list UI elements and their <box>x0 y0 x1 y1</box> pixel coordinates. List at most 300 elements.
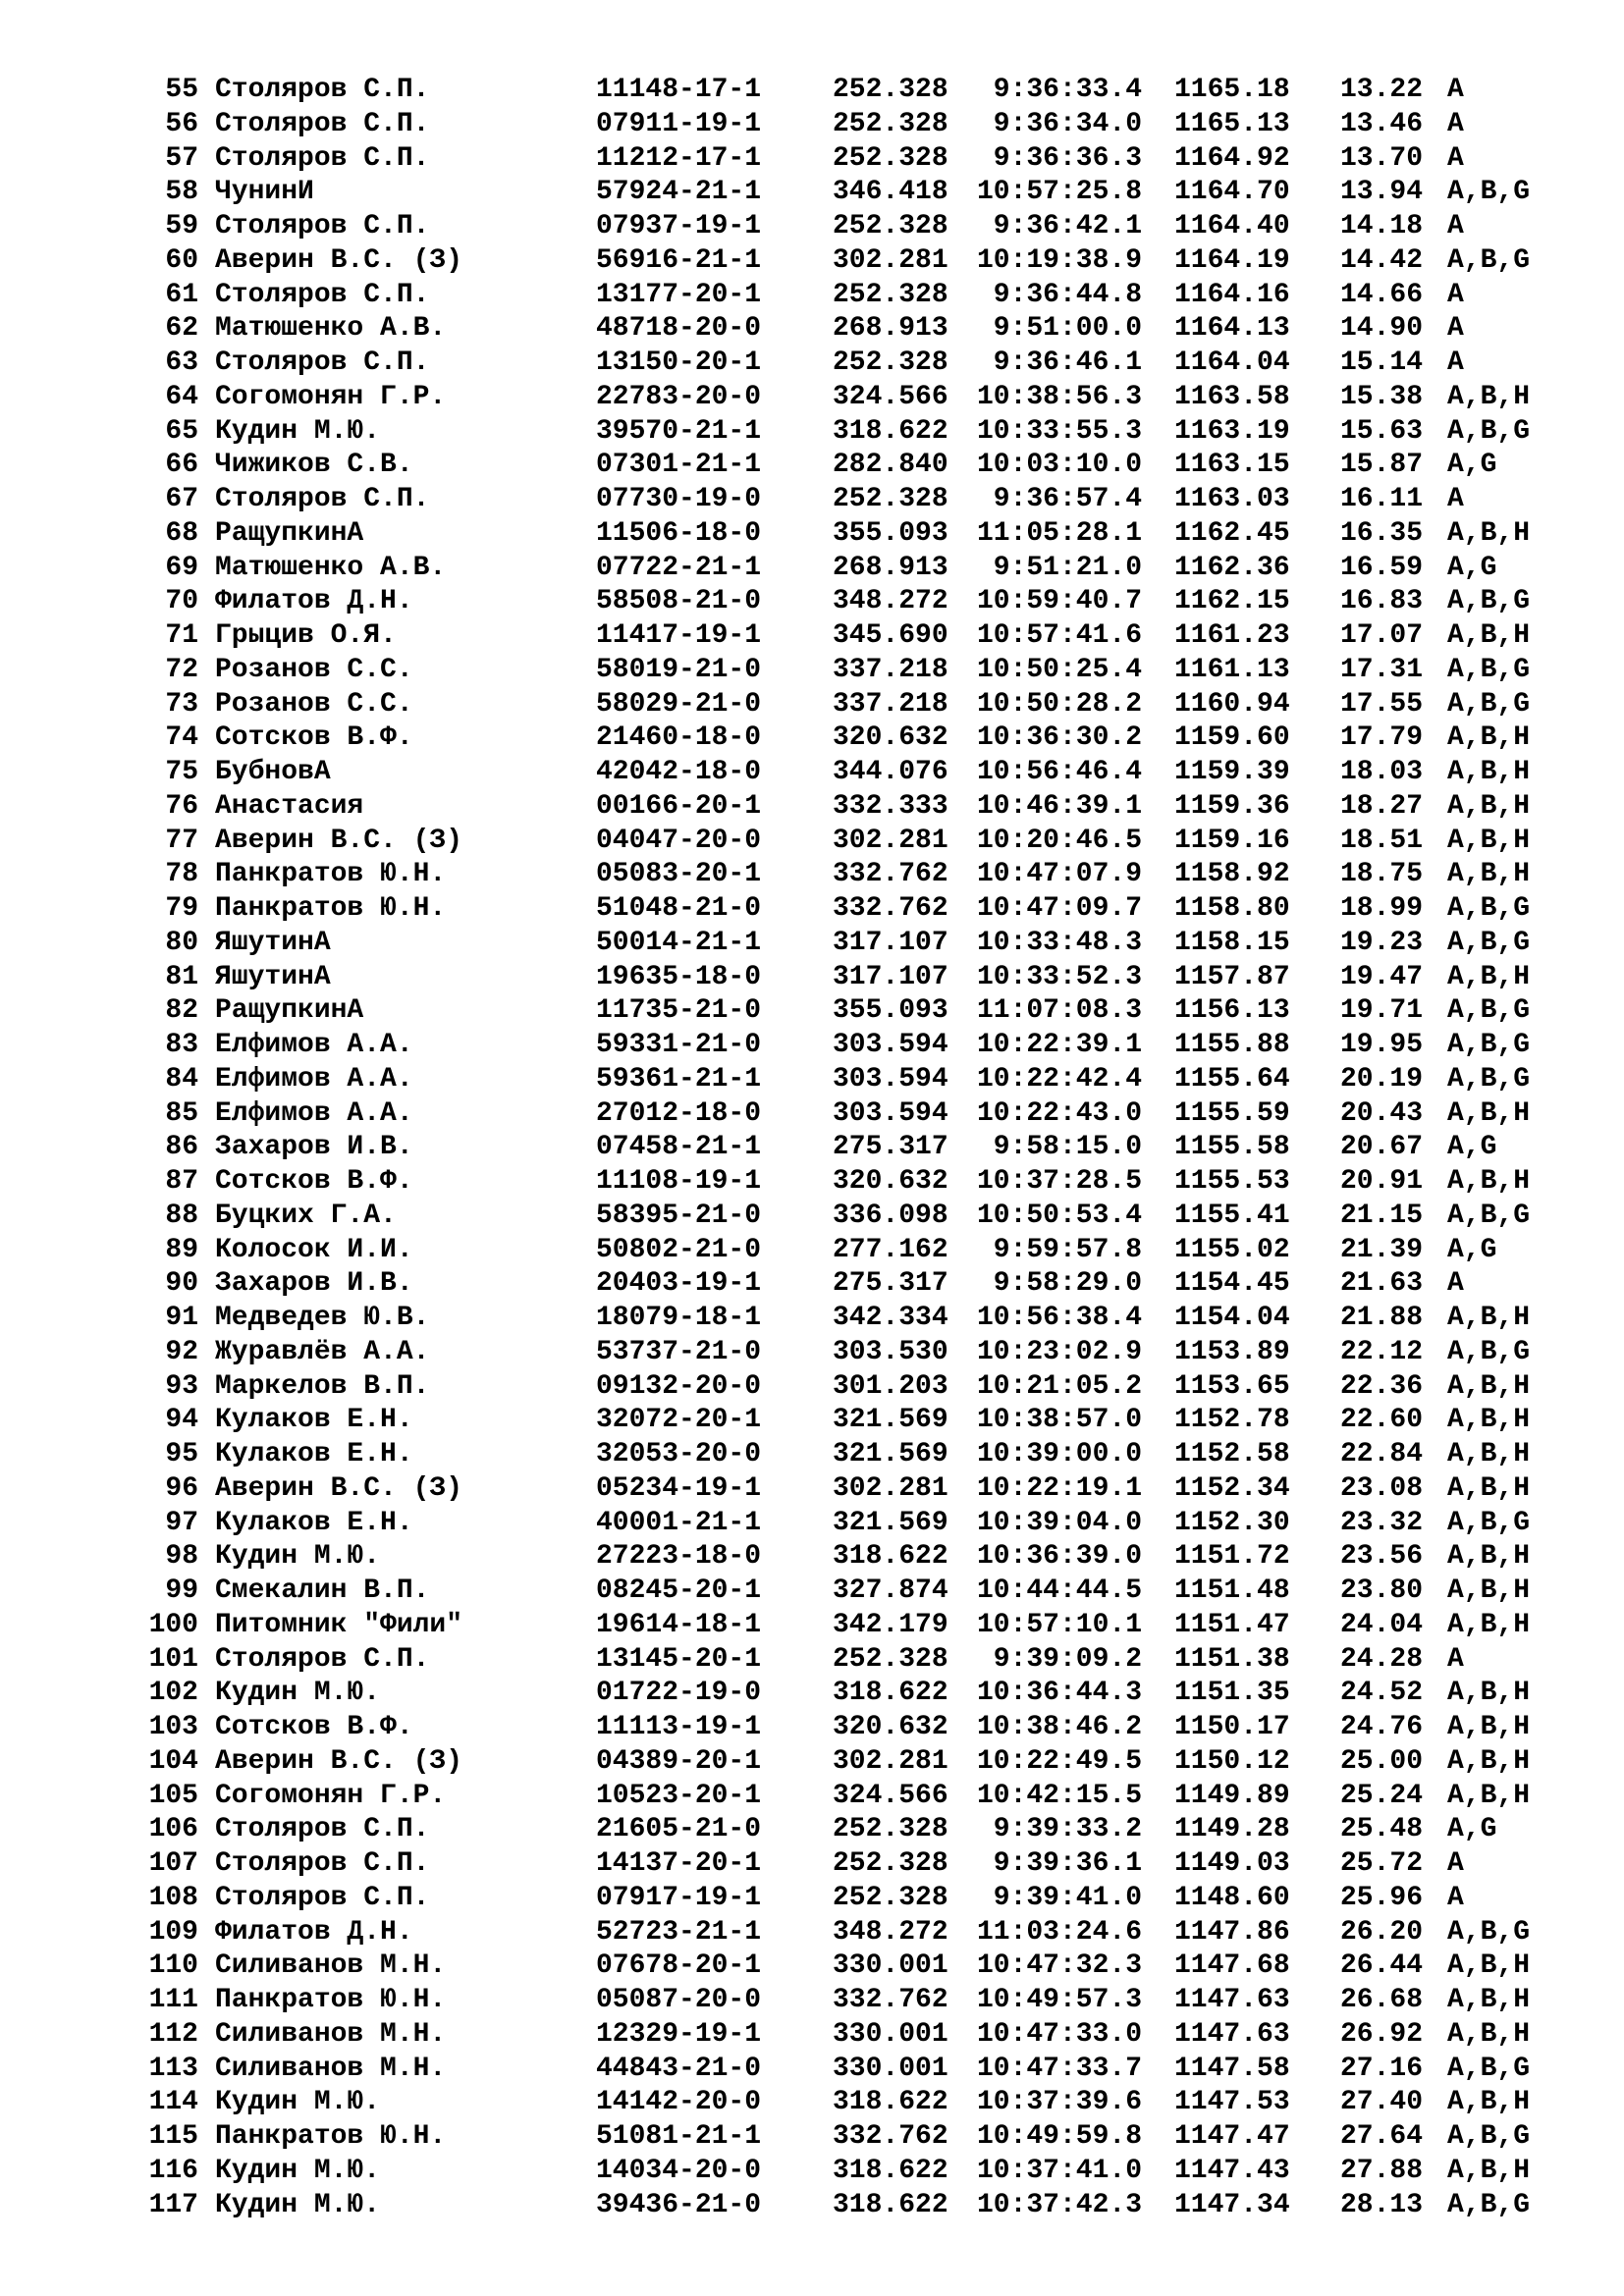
place-number: 100 <box>148 1609 198 1640</box>
participant-name: Захаров И.В. <box>215 1268 413 1300</box>
distance: 355.093 <box>833 995 948 1027</box>
speed: 1164.04 <box>1174 347 1290 378</box>
table-row <box>0 1949 1624 1984</box>
table-row <box>0 483 1624 517</box>
distance: 252.328 <box>833 1848 948 1879</box>
coefficient: 24.04 <box>1340 1609 1424 1640</box>
distance: 320.632 <box>833 1166 948 1197</box>
ring-number: 50014-21-1 <box>596 927 762 958</box>
arrival-time: 10:20:46.5 <box>976 825 1142 856</box>
place-number: 65 <box>165 415 198 447</box>
speed: 1164.92 <box>1174 142 1290 174</box>
ring-number: 11113-19-1 <box>596 1712 762 1742</box>
arrival-time: 10:37:41.0 <box>976 2155 1142 2186</box>
coefficient: 22.84 <box>1340 1439 1424 1469</box>
ring-number: 21460-18-0 <box>596 722 762 754</box>
ring-number: 07458-21-1 <box>596 1132 762 1163</box>
participant-name: Столяров С.П. <box>215 347 430 378</box>
coefficient: 15.63 <box>1340 415 1424 447</box>
arrival-time: 10:22:49.5 <box>976 1745 1142 1777</box>
participant-name: Панкратов Ю.Н. <box>215 893 447 924</box>
distance: 252.328 <box>833 108 948 139</box>
table-row <box>0 312 1624 347</box>
table-row <box>0 1472 1624 1507</box>
participant-name: Кудин М.Ю. <box>215 2087 381 2118</box>
participant-name: Чижиков С.В. <box>215 450 413 481</box>
table-row <box>0 585 1624 619</box>
place-number: 89 <box>165 1234 198 1265</box>
arrival-time: 10:38:57.0 <box>976 1405 1142 1436</box>
ring-number: 11506-18-0 <box>596 517 762 549</box>
table-row <box>0 1643 1624 1678</box>
arrival-time: 9:39:33.2 <box>993 1814 1142 1845</box>
categories: A,B,H <box>1447 620 1531 651</box>
participant-name: Анастасия <box>215 790 364 822</box>
place-number: 107 <box>148 1848 198 1879</box>
table-row <box>0 415 1624 450</box>
participant-name: Панкратов Ю.Н. <box>215 2121 447 2152</box>
speed: 1159.16 <box>1174 825 1290 856</box>
participant-name: Буцких Г.А. <box>215 1200 397 1231</box>
coefficient: 26.68 <box>1340 1985 1424 2015</box>
table-row <box>0 2086 1624 2120</box>
table-row <box>0 1404 1624 1438</box>
distance: 318.622 <box>833 415 948 447</box>
table-row <box>0 1677 1624 1711</box>
coefficient: 24.28 <box>1340 1643 1424 1675</box>
ring-number: 07917-19-1 <box>596 1882 762 1913</box>
ring-number: 22783-20-0 <box>596 381 762 412</box>
distance: 252.328 <box>833 75 948 105</box>
coefficient: 24.52 <box>1340 1678 1424 1709</box>
ring-number: 44843-21-0 <box>596 2053 762 2084</box>
speed: 1158.92 <box>1174 859 1290 890</box>
place-number: 59 <box>165 211 198 241</box>
participant-name: Силиванов М.Н. <box>215 2053 447 2084</box>
table-row <box>0 1609 1624 1643</box>
place-number: 106 <box>148 1814 198 1845</box>
coefficient: 14.18 <box>1340 211 1424 241</box>
table-row <box>0 825 1624 859</box>
arrival-time: 10:22:19.1 <box>976 1472 1142 1504</box>
ring-number: 11212-17-1 <box>596 142 762 174</box>
speed: 1155.58 <box>1174 1132 1290 1163</box>
categories: A,B,H <box>1447 2087 1531 2118</box>
coefficient: 16.11 <box>1340 484 1424 514</box>
table-row <box>0 176 1624 210</box>
distance: 355.093 <box>833 517 948 549</box>
table-row <box>0 279 1624 313</box>
arrival-time: 10:23:02.9 <box>976 1336 1142 1367</box>
coefficient: 15.14 <box>1340 347 1424 378</box>
categories: A,B,G <box>1447 1063 1531 1095</box>
table-row <box>0 2018 1624 2053</box>
categories: A,B,H <box>1447 1575 1531 1606</box>
participant-name: Согомонян Г.Р. <box>215 381 447 412</box>
table-row <box>0 1063 1624 1097</box>
participant-name: Кудин М.Ю. <box>215 1541 381 1573</box>
distance: 301.203 <box>833 1370 948 1402</box>
ring-number: 12329-19-1 <box>596 2018 762 2050</box>
place-number: 96 <box>165 1472 198 1504</box>
distance: 318.622 <box>833 2155 948 2186</box>
participant-name: Аверин В.С. (З) <box>215 1745 463 1777</box>
table-row <box>0 347 1624 381</box>
arrival-time: 10:22:39.1 <box>976 1030 1142 1060</box>
table-row <box>0 961 1624 995</box>
participant-name: РащупкинА <box>215 517 364 549</box>
categories: A <box>1447 1848 1464 1879</box>
place-number: 110 <box>148 1950 198 1982</box>
arrival-time: 9:36:33.4 <box>993 75 1142 105</box>
speed: 1164.19 <box>1174 244 1290 276</box>
place-number: 114 <box>148 2087 198 2118</box>
speed: 1158.80 <box>1174 893 1290 924</box>
participant-name: Аверин В.С. (З) <box>215 244 463 276</box>
table-row <box>0 2155 1624 2189</box>
arrival-time: 9:39:36.1 <box>993 1848 1142 1879</box>
place-number: 55 <box>165 75 198 105</box>
coefficient: 27.64 <box>1340 2121 1424 2152</box>
arrival-time: 10:47:33.7 <box>976 2053 1142 2084</box>
arrival-time: 9:36:34.0 <box>993 108 1142 139</box>
table-row <box>0 2189 1624 2223</box>
participant-name: Сотсков В.Ф. <box>215 722 413 754</box>
categories: A,B,G <box>1447 586 1531 617</box>
table-row <box>0 108 1624 142</box>
ring-number: 42042-18-0 <box>596 757 762 787</box>
ring-number: 05083-20-1 <box>596 859 762 890</box>
participant-name: Захаров И.В. <box>215 1132 413 1163</box>
distance: 342.179 <box>833 1609 948 1640</box>
distance: 332.762 <box>833 2121 948 2152</box>
distance: 268.913 <box>833 552 948 583</box>
categories: A,B,H <box>1447 1303 1531 1333</box>
place-number: 86 <box>165 1132 198 1163</box>
coefficient: 18.75 <box>1340 859 1424 890</box>
table-row <box>0 1131 1624 1165</box>
coefficient: 18.51 <box>1340 825 1424 856</box>
place-number: 73 <box>165 688 198 720</box>
participant-name: Столяров С.П. <box>215 108 430 139</box>
arrival-time: 10:22:42.4 <box>976 1063 1142 1095</box>
place-number: 63 <box>165 347 198 378</box>
ring-number: 19614-18-1 <box>596 1609 762 1640</box>
arrival-time: 11:07:08.3 <box>976 995 1142 1027</box>
categories: A,B,H <box>1447 859 1531 890</box>
categories: A,B,H <box>1447 1370 1531 1402</box>
arrival-time: 10:19:38.9 <box>976 244 1142 276</box>
distance: 275.317 <box>833 1268 948 1300</box>
distance: 330.001 <box>833 2018 948 2050</box>
categories: A,B,G <box>1447 244 1531 276</box>
participant-name: Елфимов А.А. <box>215 1063 413 1095</box>
arrival-time: 10:57:41.6 <box>976 620 1142 651</box>
speed: 1159.36 <box>1174 790 1290 822</box>
place-number: 75 <box>165 757 198 787</box>
categories: A <box>1447 1268 1464 1300</box>
coefficient: 15.38 <box>1340 381 1424 412</box>
table-row <box>0 790 1624 825</box>
categories: A,B,G <box>1447 1200 1531 1231</box>
participant-name: ЯшутинА <box>215 927 331 958</box>
categories: A,B,H <box>1447 1439 1531 1469</box>
arrival-time: 10:03:10.0 <box>976 450 1142 481</box>
table-row <box>0 1438 1624 1472</box>
ring-number: 39436-21-0 <box>596 2189 762 2220</box>
arrival-time: 10:33:48.3 <box>976 927 1142 958</box>
place-number: 74 <box>165 722 198 754</box>
speed: 1159.39 <box>1174 757 1290 787</box>
coefficient: 20.67 <box>1340 1132 1424 1163</box>
speed: 1162.45 <box>1174 517 1290 549</box>
arrival-time: 10:59:40.7 <box>976 586 1142 617</box>
categories: A,B,G <box>1447 1336 1531 1367</box>
table-row <box>0 381 1624 415</box>
coefficient: 15.87 <box>1340 450 1424 481</box>
speed: 1149.89 <box>1174 1780 1290 1811</box>
table-row <box>0 2053 1624 2087</box>
distance: 252.328 <box>833 484 948 514</box>
speed: 1158.15 <box>1174 927 1290 958</box>
coefficient: 26.44 <box>1340 1950 1424 1982</box>
ring-number: 04047-20-0 <box>596 825 762 856</box>
participant-name: Филатов Д.Н. <box>215 586 413 617</box>
place-number: 66 <box>165 450 198 481</box>
coefficient: 25.72 <box>1340 1848 1424 1879</box>
participant-name: Медведев Ю.В. <box>215 1303 430 1333</box>
coefficient: 14.90 <box>1340 313 1424 345</box>
arrival-time: 10:50:28.2 <box>976 688 1142 720</box>
arrival-time: 10:36:30.2 <box>976 722 1142 754</box>
coefficient: 23.80 <box>1340 1575 1424 1606</box>
ring-number: 13145-20-1 <box>596 1643 762 1675</box>
arrival-time: 10:33:55.3 <box>976 415 1142 447</box>
place-number: 95 <box>165 1439 198 1469</box>
arrival-time: 9:58:29.0 <box>993 1268 1142 1300</box>
participant-name: Аверин В.С. (З) <box>215 825 463 856</box>
categories: A,G <box>1447 1132 1497 1163</box>
speed: 1147.53 <box>1174 2087 1290 2118</box>
ring-number: 13150-20-1 <box>596 347 762 378</box>
categories: A <box>1447 108 1464 139</box>
table-row <box>0 1711 1624 1745</box>
distance: 252.328 <box>833 1882 948 1913</box>
speed: 1155.41 <box>1174 1200 1290 1231</box>
distance: 252.328 <box>833 347 948 378</box>
participant-name: Силиванов М.Н. <box>215 1950 447 1982</box>
place-number: 61 <box>165 279 198 310</box>
ring-number: 08245-20-1 <box>596 1575 762 1606</box>
arrival-time: 10:47:32.3 <box>976 1950 1142 1982</box>
ring-number: 20403-19-1 <box>596 1268 762 1300</box>
results-table <box>0 74 1624 2222</box>
place-number: 113 <box>148 2053 198 2084</box>
speed: 1154.04 <box>1174 1303 1290 1333</box>
table-row <box>0 927 1624 961</box>
distance: 282.840 <box>833 450 948 481</box>
participant-name: Сотсков В.Ф. <box>215 1712 413 1742</box>
categories: A <box>1447 1643 1464 1675</box>
participant-name: Колосок И.И. <box>215 1234 413 1265</box>
speed: 1150.17 <box>1174 1712 1290 1742</box>
arrival-time: 10:33:52.3 <box>976 961 1142 992</box>
table-row <box>0 1745 1624 1780</box>
place-number: 97 <box>165 1507 198 1538</box>
coefficient: 21.39 <box>1340 1234 1424 1265</box>
speed: 1163.19 <box>1174 415 1290 447</box>
place-number: 84 <box>165 1063 198 1095</box>
participant-name: Столяров С.П. <box>215 142 430 174</box>
place-number: 87 <box>165 1166 198 1197</box>
place-number: 85 <box>165 1097 198 1129</box>
participant-name: Питомник "Фили" <box>215 1609 463 1640</box>
coefficient: 27.40 <box>1340 2087 1424 2118</box>
ring-number: 32053-20-0 <box>596 1439 762 1469</box>
ring-number: 11735-21-0 <box>596 995 762 1027</box>
participant-name: Столяров С.П. <box>215 279 430 310</box>
arrival-time: 10:57:25.8 <box>976 177 1142 208</box>
coefficient: 27.88 <box>1340 2155 1424 2186</box>
table-row <box>0 688 1624 722</box>
ring-number: 48718-20-0 <box>596 313 762 345</box>
place-number: 62 <box>165 313 198 345</box>
place-number: 108 <box>148 1882 198 1913</box>
ring-number: 11417-19-1 <box>596 620 762 651</box>
distance: 337.218 <box>833 654 948 685</box>
categories: A,G <box>1447 450 1497 481</box>
participant-name: Кудин М.Ю. <box>215 415 381 447</box>
table-row <box>0 1097 1624 1132</box>
arrival-time: 10:42:15.5 <box>976 1780 1142 1811</box>
coefficient: 16.59 <box>1340 552 1424 583</box>
distance: 344.076 <box>833 757 948 787</box>
speed: 1147.86 <box>1174 1916 1290 1948</box>
distance: 302.281 <box>833 1745 948 1777</box>
categories: A,B,H <box>1447 825 1531 856</box>
ring-number: 58395-21-0 <box>596 1200 762 1231</box>
coefficient: 20.43 <box>1340 1097 1424 1129</box>
table-row <box>0 619 1624 654</box>
place-number: 88 <box>165 1200 198 1231</box>
speed: 1163.58 <box>1174 381 1290 412</box>
table-row <box>0 1507 1624 1541</box>
place-number: 82 <box>165 995 198 1027</box>
distance: 252.328 <box>833 279 948 310</box>
ring-number: 52723-21-1 <box>596 1916 762 1948</box>
place-number: 56 <box>165 108 198 139</box>
place-number: 58 <box>165 177 198 208</box>
place-number: 117 <box>148 2189 198 2220</box>
table-row <box>0 1200 1624 1234</box>
arrival-time: 10:38:46.2 <box>976 1712 1142 1742</box>
place-number: 99 <box>165 1575 198 1606</box>
ring-number: 56916-21-1 <box>596 244 762 276</box>
coefficient: 22.60 <box>1340 1405 1424 1436</box>
coefficient: 16.35 <box>1340 517 1424 549</box>
coefficient: 17.31 <box>1340 654 1424 685</box>
distance: 275.317 <box>833 1132 948 1163</box>
place-number: 70 <box>165 586 198 617</box>
place-number: 77 <box>165 825 198 856</box>
arrival-time: 9:51:21.0 <box>993 552 1142 583</box>
categories: A,B,G <box>1447 995 1531 1027</box>
distance: 321.569 <box>833 1405 948 1436</box>
table-row <box>0 449 1624 483</box>
participant-name: Столяров С.П. <box>215 1643 430 1675</box>
participant-name: Кулаков Е.Н. <box>215 1405 413 1436</box>
place-number: 111 <box>148 1985 198 2015</box>
arrival-time: 10:56:46.4 <box>976 757 1142 787</box>
categories: A,B,H <box>1447 517 1531 549</box>
ring-number: 07722-21-1 <box>596 552 762 583</box>
place-number: 81 <box>165 961 198 992</box>
distance: 303.594 <box>833 1030 948 1060</box>
arrival-time: 9:58:15.0 <box>993 1132 1142 1163</box>
ring-number: 50802-21-0 <box>596 1234 762 1265</box>
distance: 252.328 <box>833 142 948 174</box>
distance: 252.328 <box>833 1814 948 1845</box>
place-number: 57 <box>165 142 198 174</box>
categories: A,B,G <box>1447 177 1531 208</box>
table-row <box>0 756 1624 790</box>
table-row <box>0 994 1624 1029</box>
participant-name: Столяров С.П. <box>215 211 430 241</box>
categories: A,B,H <box>1447 381 1531 412</box>
place-number: 78 <box>165 859 198 890</box>
ring-number: 05234-19-1 <box>596 1472 762 1504</box>
place-number: 76 <box>165 790 198 822</box>
distance: 348.272 <box>833 586 948 617</box>
participant-name: ЧунинИ <box>215 177 314 208</box>
coefficient: 25.24 <box>1340 1780 1424 1811</box>
place-number: 64 <box>165 381 198 412</box>
categories: A,B,H <box>1447 961 1531 992</box>
arrival-time: 10:49:59.8 <box>976 2121 1142 2152</box>
coefficient: 20.19 <box>1340 1063 1424 1095</box>
categories: A,B,H <box>1447 1985 1531 2015</box>
place-number: 105 <box>148 1780 198 1811</box>
place-number: 91 <box>165 1303 198 1333</box>
categories: A,B,G <box>1447 2121 1531 2152</box>
distance: 330.001 <box>833 2053 948 2084</box>
arrival-time: 10:47:33.0 <box>976 2018 1142 2050</box>
distance: 321.569 <box>833 1507 948 1538</box>
table-row <box>0 1165 1624 1200</box>
distance: 320.632 <box>833 722 948 754</box>
speed: 1164.13 <box>1174 313 1290 345</box>
categories: A <box>1447 1882 1464 1913</box>
participant-name: Столяров С.П. <box>215 75 430 105</box>
place-number: 69 <box>165 552 198 583</box>
coefficient: 27.16 <box>1340 2053 1424 2084</box>
arrival-time: 9:36:42.1 <box>993 211 1142 241</box>
table-row <box>0 2120 1624 2155</box>
ring-number: 58508-21-0 <box>596 586 762 617</box>
distance: 302.281 <box>833 1472 948 1504</box>
distance: 252.328 <box>833 211 948 241</box>
arrival-time: 10:36:44.3 <box>976 1678 1142 1709</box>
ring-number: 32072-20-1 <box>596 1405 762 1436</box>
coefficient: 19.23 <box>1340 927 1424 958</box>
place-number: 94 <box>165 1405 198 1436</box>
distance: 336.098 <box>833 1200 948 1231</box>
participant-name: Столяров С.П. <box>215 1848 430 1879</box>
categories: A,B,H <box>1447 757 1531 787</box>
speed: 1165.13 <box>1174 108 1290 139</box>
place-number: 67 <box>165 484 198 514</box>
distance: 324.566 <box>833 1780 948 1811</box>
